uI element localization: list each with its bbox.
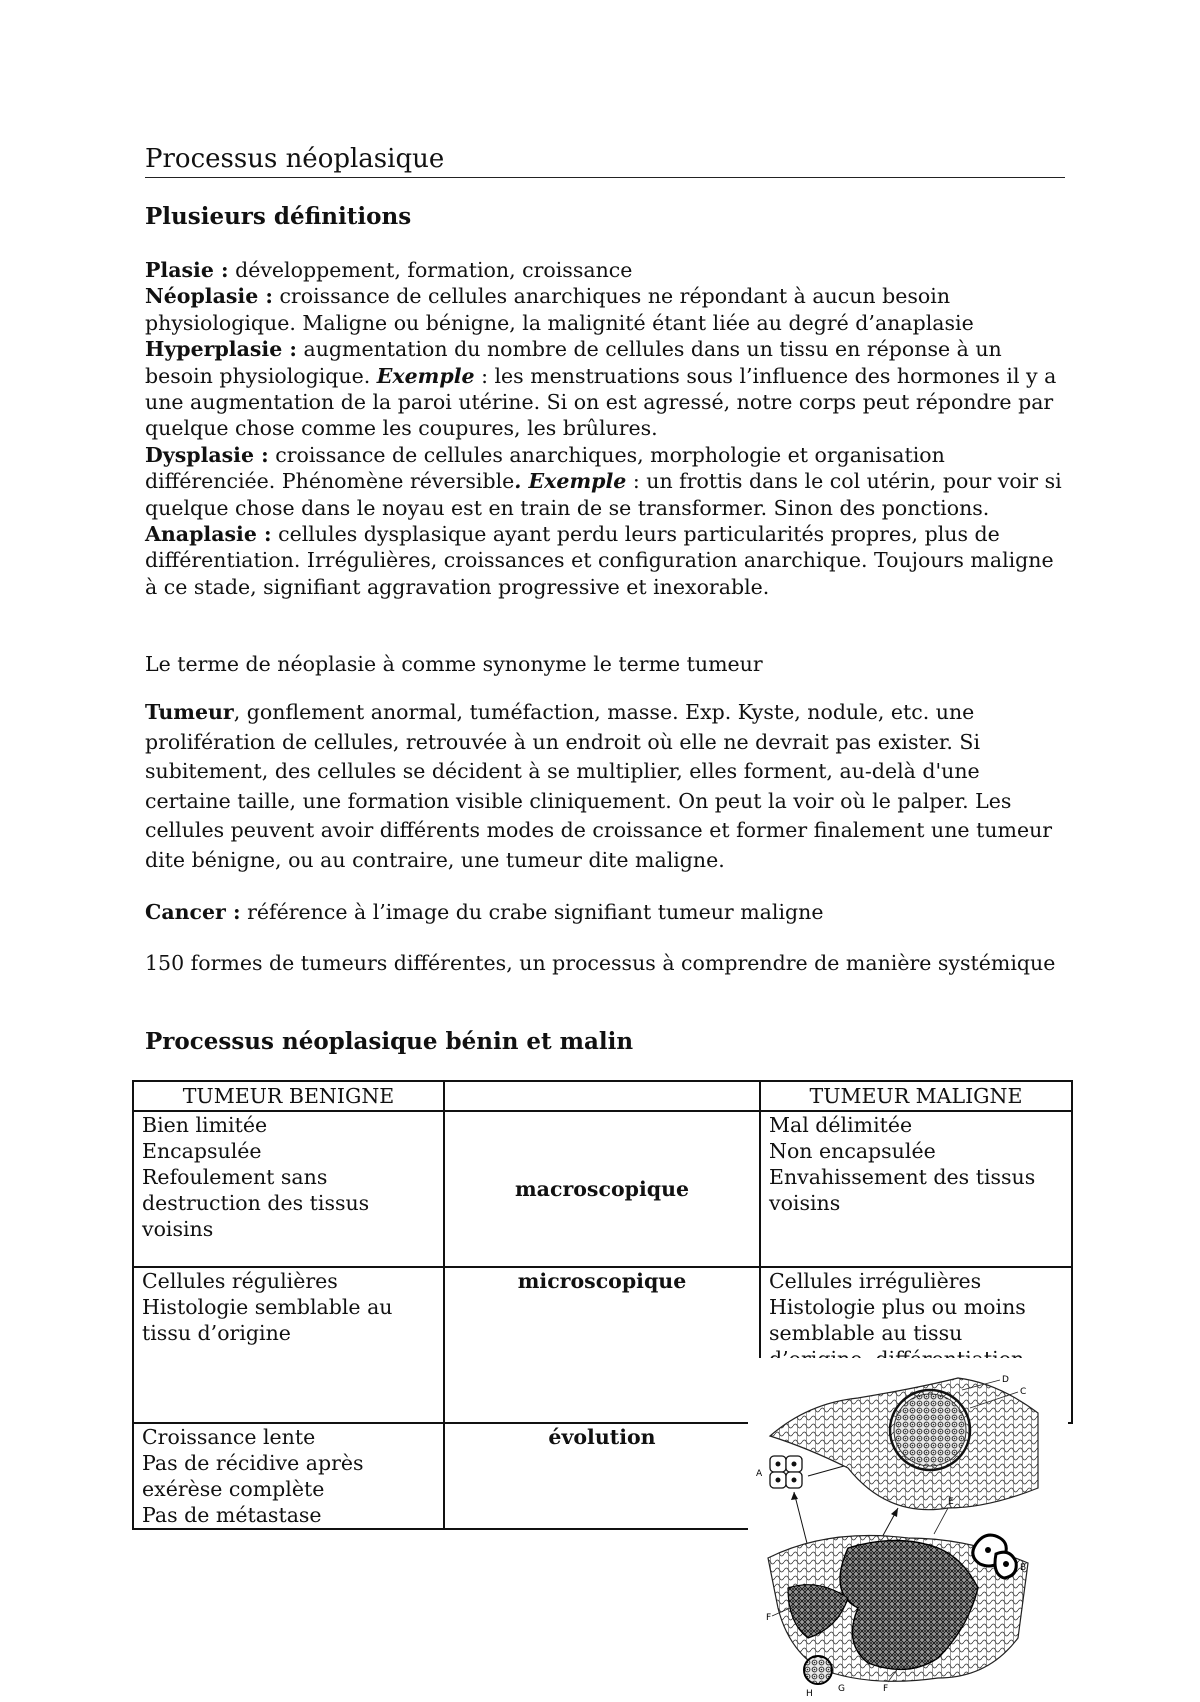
cell-line: Encapsulée <box>142 1139 262 1163</box>
definition-dysplasie <box>145 442 1065 521</box>
benign-nodule <box>894 1394 966 1466</box>
text-cancer: référence à l’image du crabe signifiant tumeur maligne <box>240 900 824 924</box>
text-dysplasie-2: : un frottis dans le col utérin, pour voir si quelque chose dans le noyau est en train de se transformer. Sinon des ponctions. <box>145 469 1062 520</box>
definitions-block <box>145 257 1065 600</box>
term-neoplasie: Néoplasie : <box>145 284 273 309</box>
label-e: E <box>948 1497 954 1507</box>
text-hyperplasie-1: augmentation du nombre de cellules dans un tissu en réponse à un besoin physiologique. <box>145 337 1002 388</box>
table-header-row <box>133 1081 1072 1111</box>
cell-line: Cellules régulières <box>142 1269 338 1293</box>
label-a: A <box>756 1469 763 1479</box>
label-h: H <box>806 1689 813 1698</box>
cell-line: Pas de récidive après exérèse complète <box>142 1451 364 1501</box>
cell-benigne-evolution <box>133 1423 444 1529</box>
cell-benigne-macro <box>133 1111 444 1267</box>
tumor-diagram <box>748 1358 1068 1698</box>
tumeur-paragraph <box>145 698 1065 875</box>
section-heading-definitions: Plusieurs définitions <box>145 203 412 230</box>
text-neoplasie: croissance de cellules anarchiques ne répondant à aucun besoin physiologique. Maligne ou bénigne, la malignité étant liée au degré d’anaplasie <box>145 284 974 335</box>
vessel <box>804 1656 832 1684</box>
cell-benigne-micro <box>133 1267 444 1423</box>
cell-line: Pas de métastase <box>142 1503 322 1527</box>
term-anaplasie: Anaplasie : <box>145 522 272 547</box>
text-dysplasie-1: croissance de cellules anarchiques, morphologie et organisation différenciée. Phénomène réversible <box>145 442 945 494</box>
term-plasie: Plasie : <box>145 258 229 282</box>
label-c: C <box>1020 1387 1027 1397</box>
term-tumeur: Tumeur <box>145 700 234 724</box>
cell-maligne-macro <box>760 1111 1072 1267</box>
text-plasie: développement, formation, croissance <box>228 258 633 282</box>
term-cancer: Cancer : <box>145 900 241 924</box>
example-hyperplasie: Exemple <box>376 363 475 388</box>
section-heading-comparison: Processus néoplasique bénin et malin <box>145 1028 634 1055</box>
row-label-evolution: évolution <box>444 1423 760 1529</box>
definition-anaplasie <box>145 521 1065 600</box>
cell-line: Envahissement des tissus voisins <box>769 1165 1036 1215</box>
cell-line: Non encapsulée <box>769 1139 936 1163</box>
cell-line: Refoulement sans destruction des tissus voisins <box>142 1165 370 1241</box>
text-hyperplasie-2: : les menstruations sous l’influence des hormones il y a une augmentation de la paroi utérine. Si on est agressé, notre corps peut répondre par quelque chose comme les coupures, les brûlures. <box>145 363 1057 441</box>
row-label-macroscopique: macroscopique <box>444 1111 760 1267</box>
cell-line: Mal délimitée <box>769 1113 913 1137</box>
row-label-microscopique: microscopique <box>444 1267 760 1423</box>
cancer-paragraph <box>145 898 1065 928</box>
label-b: B <box>1020 1563 1027 1573</box>
cell-line: Croissance lente <box>142 1425 316 1449</box>
page-title: Processus néoplasique <box>145 143 1065 178</box>
table-row <box>133 1111 1072 1267</box>
definition-plasie <box>145 257 1065 283</box>
definition-hyperplasie <box>145 336 1065 442</box>
term-dysplasie: Dysplasie : <box>145 442 269 467</box>
text-tumeur: , gonflement anormal, tuméfaction, masse. Exp. Kyste, nodule, etc. une prolifération de cellules, retrouvée à un endroit où elle ne devrait pas exister. Si subitement, des cellules se décident à se multiplier, elles forment, au-delà d'une certaine taille, une formation visible cliniquement. On peut la voir où le palper. Les cellules peuvent avoir différents modes de croissance et former finalement une tumeur dite bénigne, ou au contraire, une tumeur dite maligne. <box>145 700 1053 872</box>
label-d: D <box>1002 1375 1009 1385</box>
cell-line: Histologie semblable au tissu d’origine <box>142 1295 393 1345</box>
label-g: G <box>838 1684 845 1694</box>
tumor-illustration <box>748 1358 1068 1698</box>
cell-line: Cellules irrégulières <box>769 1269 982 1293</box>
label-f-left: F <box>766 1613 772 1623</box>
normal-cells-group <box>770 1456 802 1488</box>
term-hyperplasie: Hyperplasie : <box>145 337 297 362</box>
example-dysplasie: . Exemple <box>514 469 627 494</box>
definition-neoplasie <box>145 283 1065 336</box>
label-f-bottom: F <box>883 1684 889 1694</box>
header-maligne: TUMEUR MALIGNE <box>760 1081 1072 1111</box>
cell-line: Bien limitée <box>142 1113 268 1137</box>
header-benigne: TUMEUR BENIGNE <box>133 1081 444 1111</box>
header-middle <box>444 1081 760 1111</box>
text-anaplasie: cellules dysplasique ayant perdu leurs particularités propres, plus de différentiation. Irrégulières, croissances et configuration anarchique. Toujours maligne à ce stade, signifiant aggravation progressive et inexorable. <box>145 522 1054 599</box>
formes-paragraph: 150 formes de tumeurs différentes, un processus à comprendre de manière systémique <box>145 951 1056 975</box>
cell-line: Histologie plus ou moins semblable au tissu <box>769 1295 1026 1345</box>
synonym-paragraph: Le terme de néoplasie à comme synonyme le terme tumeur <box>145 652 763 676</box>
